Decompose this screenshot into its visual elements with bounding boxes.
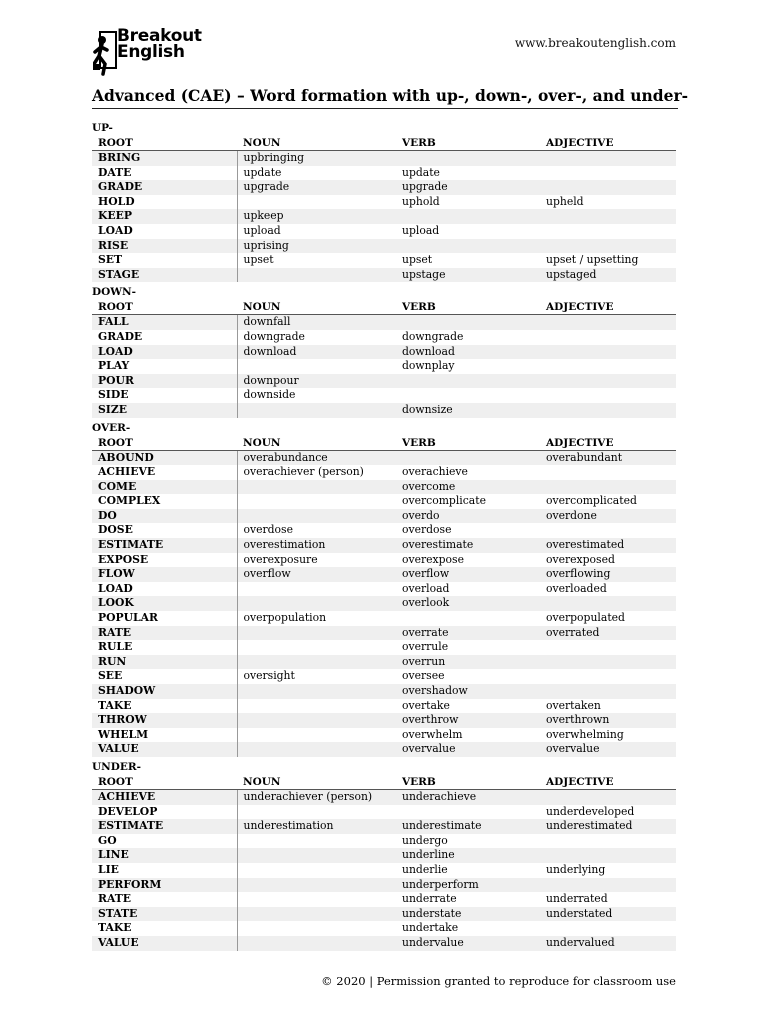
root-cell: DATE	[98, 165, 132, 179]
root-cell: STATE	[92, 907, 237, 922]
root-cell: SHADOW	[92, 684, 237, 699]
verb-cell: overvalue	[396, 742, 540, 757]
adjective-cell: upstaged	[540, 268, 676, 283]
root-cell: RISE	[92, 239, 237, 254]
verb-cell: undertake	[402, 921, 459, 935]
table-row	[92, 611, 676, 626]
noun-cell: downfall	[237, 315, 396, 330]
column-header: ADJECTIVE	[540, 436, 676, 451]
verb-cell: overflow	[396, 567, 540, 582]
adjective-cell	[540, 465, 676, 480]
table-row	[92, 699, 676, 714]
verb-cell: overrun	[396, 655, 540, 670]
adjective-cell	[540, 388, 676, 403]
column-header: VERB	[396, 300, 540, 315]
section-label: DOWN-	[92, 286, 136, 299]
table-row	[92, 253, 676, 268]
column-header: ADJECTIVE	[540, 300, 676, 315]
verb-cell: oversee	[402, 669, 445, 683]
noun-cell	[237, 907, 396, 922]
verb-cell: downsize	[396, 403, 540, 418]
adjective-cell: overdone	[540, 509, 676, 524]
verb-cell: overachieve	[402, 465, 468, 479]
table-row	[92, 805, 676, 820]
table-row	[92, 863, 676, 878]
logo-text-line1: Breakout	[117, 26, 202, 46]
verb-cell	[396, 805, 540, 820]
root-cell: GRADE	[98, 329, 143, 343]
table-row	[92, 878, 676, 893]
table-row	[92, 640, 676, 655]
table-row	[92, 582, 676, 597]
table-row	[92, 151, 676, 166]
section-label: UP-	[92, 122, 113, 134]
adjective-cell	[540, 655, 676, 670]
verb-cell: upset	[402, 253, 433, 267]
root-cell: DO	[92, 509, 237, 524]
adjective-cell	[540, 789, 676, 804]
noun-cell: upkeep	[237, 209, 396, 224]
table-row	[92, 359, 676, 374]
verb-cell	[396, 374, 540, 389]
verb-cell: overload	[402, 581, 450, 595]
table-row	[92, 403, 676, 418]
table-row	[92, 669, 676, 684]
verb-cell	[396, 151, 540, 166]
table-row	[92, 789, 676, 804]
root-cell: LOAD	[92, 345, 237, 360]
root-cell: DOSE	[98, 523, 133, 537]
noun-cell	[237, 805, 396, 820]
root-cell: ACHIEVE	[98, 465, 156, 479]
verb-cell	[396, 611, 540, 626]
root-cell: TAKE	[98, 698, 132, 712]
root-cell: PERFORM	[92, 878, 237, 893]
adjective-cell: underlying	[546, 862, 606, 876]
root-cell: FALL	[92, 315, 237, 330]
verb-cell: overwhelm	[402, 727, 463, 741]
table-row	[92, 239, 676, 254]
adjective-cell	[540, 480, 676, 495]
verb-cell: downgrade	[402, 329, 464, 343]
table-row	[92, 166, 676, 181]
root-cell: RATE	[92, 626, 237, 641]
noun-cell	[237, 626, 396, 641]
column-header: ROOT	[92, 436, 237, 451]
root-cell: PLAY	[98, 359, 130, 373]
column-header: ROOT	[92, 300, 237, 315]
noun-cell: overachiever (person)	[237, 465, 396, 480]
adjective-cell	[540, 315, 676, 330]
table-row	[92, 494, 676, 509]
root-cell: LINE	[92, 848, 237, 863]
root-cell: WHELM	[98, 727, 149, 741]
adjective-cell	[540, 921, 676, 936]
adjective-cell: overflowing	[540, 567, 676, 582]
noun-cell	[237, 480, 396, 495]
table-row	[92, 684, 676, 699]
verb-cell: overdose	[402, 523, 452, 537]
table-row	[92, 268, 676, 283]
noun-cell	[237, 195, 396, 210]
column-header: VERB	[396, 775, 540, 790]
word-table	[92, 436, 676, 757]
table-header-row	[92, 775, 676, 790]
verb-cell	[396, 450, 540, 465]
table-row	[92, 819, 676, 834]
adjective-cell	[540, 239, 676, 254]
noun-cell	[237, 596, 396, 611]
adjective-cell	[540, 330, 676, 345]
table-row	[92, 374, 676, 389]
verb-cell: overlook	[396, 596, 540, 611]
word-table	[92, 775, 676, 951]
verb-cell: undergo	[402, 833, 448, 847]
table-row	[92, 567, 676, 582]
root-cell: TAKE	[98, 921, 132, 935]
verb-cell	[396, 315, 540, 330]
noun-cell	[237, 359, 396, 374]
word-formation-tables	[92, 121, 676, 951]
root-cell: LOAD	[98, 223, 133, 237]
table-row	[92, 936, 676, 951]
adjective-cell: overpopulated	[546, 611, 625, 625]
adjective-cell	[540, 848, 676, 863]
website-url[interactable]: www.breakoutenglish.com	[514, 36, 676, 50]
verb-cell: overrate	[396, 626, 540, 641]
noun-cell	[237, 640, 396, 655]
adjective-cell	[540, 359, 676, 374]
verb-cell: uphold	[402, 194, 440, 208]
column-header: ROOT	[92, 775, 237, 790]
adjective-cell	[540, 151, 676, 166]
noun-cell	[237, 742, 396, 757]
adjective-cell: overthrown	[540, 713, 676, 728]
noun-cell: downgrade	[237, 330, 396, 345]
verb-cell	[396, 239, 540, 254]
root-cell: EXPOSE	[98, 552, 149, 566]
adjective-cell	[540, 596, 676, 611]
adjective-cell: overvalue	[540, 742, 676, 757]
noun-cell	[237, 892, 396, 907]
noun-cell	[237, 834, 396, 849]
adjective-cell	[540, 345, 676, 360]
noun-cell	[237, 713, 396, 728]
noun-cell	[237, 936, 396, 951]
noun-cell: overexposure	[237, 553, 396, 568]
table-row	[92, 907, 676, 922]
section-label: UNDER-	[92, 760, 141, 773]
table-row	[92, 713, 676, 728]
noun-cell: upset	[237, 253, 396, 268]
root-cell: ESTIMATE	[92, 538, 237, 553]
breakout-english-logo	[93, 26, 208, 78]
root-cell: LIE	[98, 862, 119, 876]
table-row	[92, 553, 676, 568]
table-row	[92, 728, 676, 743]
verb-cell: upgrade	[396, 180, 540, 195]
verb-cell: undervalue	[396, 936, 540, 951]
verb-cell: overdo	[396, 509, 540, 524]
column-header: NOUN	[237, 775, 396, 790]
column-header: NOUN	[237, 436, 396, 451]
adjective-cell	[540, 523, 676, 538]
verb-cell: overshadow	[396, 684, 540, 699]
adjective-cell: overestimated	[540, 538, 676, 553]
page-title: Advanced (CAE) – Word formation with up-, down-, over-, and under-	[92, 86, 678, 109]
noun-cell	[237, 848, 396, 863]
column-header: NOUN	[237, 136, 396, 151]
verb-cell	[396, 388, 540, 403]
noun-cell: overestimation	[237, 538, 396, 553]
noun-cell: upload	[237, 224, 396, 239]
root-cell: SEE	[98, 669, 123, 683]
verb-cell: underrate	[402, 892, 457, 906]
table-row	[92, 921, 676, 936]
table-row	[92, 655, 676, 670]
adjective-cell	[540, 374, 676, 389]
adjective-cell	[540, 180, 676, 195]
column-header: ADJECTIVE	[540, 775, 676, 790]
noun-cell	[237, 921, 396, 936]
verb-cell: underestimate	[396, 819, 540, 834]
table-row	[92, 523, 676, 538]
table-row	[92, 509, 676, 524]
adjective-cell: overcomplicated	[546, 494, 637, 508]
verb-cell: upstage	[396, 268, 540, 283]
root-cell: KEEP	[92, 209, 237, 224]
verb-cell: update	[402, 165, 440, 179]
verb-cell: overcomplicate	[402, 494, 486, 508]
noun-cell	[237, 494, 396, 509]
root-cell: VALUE	[92, 742, 237, 757]
adjective-cell	[540, 640, 676, 655]
noun-cell: overdose	[237, 523, 396, 538]
table-row	[92, 742, 676, 757]
adjective-cell	[540, 878, 676, 893]
adjective-cell: overtaken	[546, 698, 601, 712]
root-cell: SIZE	[92, 403, 237, 418]
root-cell: ESTIMATE	[92, 819, 237, 834]
verb-cell	[396, 209, 540, 224]
root-cell: STAGE	[92, 268, 237, 283]
adjective-cell: upset / upsetting	[546, 253, 639, 267]
verb-cell: download	[396, 345, 540, 360]
table-row	[92, 848, 676, 863]
root-cell: LOAD	[98, 581, 133, 595]
table-row	[92, 388, 676, 403]
noun-cell: download	[237, 345, 396, 360]
adjective-cell	[540, 209, 676, 224]
column-header: ROOT	[92, 136, 237, 151]
adjective-cell	[540, 684, 676, 699]
verb-cell: upload	[402, 223, 440, 237]
noun-cell	[237, 878, 396, 893]
root-cell: COME	[92, 480, 237, 495]
noun-cell: upgrade	[237, 180, 396, 195]
table-row	[92, 834, 676, 849]
word-table	[92, 300, 676, 417]
noun-cell: underachiever (person)	[237, 789, 396, 804]
noun-cell	[237, 863, 396, 878]
noun-cell: oversight	[237, 669, 396, 684]
root-cell: RULE	[98, 640, 133, 654]
table-header-row	[92, 300, 676, 315]
column-header: ADJECTIVE	[540, 136, 676, 151]
noun-cell: overabundance	[237, 450, 396, 465]
table-row	[92, 315, 676, 330]
table-header-row	[92, 136, 676, 151]
noun-cell	[237, 403, 396, 418]
section-label: OVER-	[92, 421, 131, 434]
adjective-cell	[540, 403, 676, 418]
adjective-cell: upheld	[546, 194, 584, 208]
verb-cell: overcome	[396, 480, 540, 495]
logo-text-line2: English	[117, 42, 185, 62]
noun-cell: upbringing	[237, 151, 396, 166]
root-cell: THROW	[92, 713, 237, 728]
verb-cell: overestimate	[396, 538, 540, 553]
table-row	[92, 465, 676, 480]
verb-cell: underline	[396, 848, 540, 863]
verb-cell: underperform	[396, 878, 540, 893]
root-cell: LOOK	[92, 596, 237, 611]
root-cell: SIDE	[98, 388, 129, 402]
copyright-footer: © 2020 | Permission granted to reproduce for classroom use	[321, 974, 676, 988]
root-cell: COMPLEX	[98, 494, 161, 508]
adjective-cell: underrated	[546, 892, 608, 906]
table-header-row	[92, 436, 676, 451]
adjective-cell	[540, 669, 676, 684]
table-row	[92, 209, 676, 224]
adjective-cell: understated	[540, 907, 676, 922]
table-row	[92, 626, 676, 641]
verb-cell: overthrow	[396, 713, 540, 728]
table-row	[92, 195, 676, 210]
adjective-cell: overexposed	[546, 552, 615, 566]
table-row	[92, 538, 676, 553]
root-cell: POPULAR	[98, 611, 158, 625]
noun-cell: downside	[237, 388, 396, 403]
adjective-cell	[540, 166, 676, 181]
table-row	[92, 224, 676, 239]
root-cell: POUR	[92, 374, 237, 389]
noun-cell	[237, 509, 396, 524]
adjective-cell: overloaded	[546, 581, 607, 595]
adjective-cell: underdeveloped	[546, 804, 635, 818]
adjective-cell: overrated	[540, 626, 676, 641]
verb-cell: underachieve	[396, 789, 540, 804]
adjective-cell: overwhelming	[546, 727, 624, 741]
verb-cell: overtake	[402, 698, 450, 712]
adjective-cell	[540, 834, 676, 849]
adjective-cell: undervalued	[540, 936, 676, 951]
column-header: NOUN	[237, 300, 396, 315]
noun-cell: update	[237, 166, 396, 181]
verb-cell: overexpose	[402, 552, 464, 566]
noun-cell	[237, 728, 396, 743]
adjective-cell	[540, 224, 676, 239]
root-cell: HOLD	[98, 194, 135, 208]
noun-cell: overpopulation	[237, 611, 396, 626]
adjective-cell: overabundant	[540, 450, 676, 465]
table-row	[92, 345, 676, 360]
noun-cell	[237, 582, 396, 597]
root-cell: VALUE	[92, 936, 237, 951]
noun-cell	[237, 699, 396, 714]
root-cell: GO	[98, 833, 117, 847]
table-row	[92, 180, 676, 195]
noun-cell: underestimation	[237, 819, 396, 834]
root-cell: BRING	[92, 151, 237, 166]
table-row	[92, 480, 676, 495]
column-header: VERB	[396, 436, 540, 451]
noun-cell	[237, 655, 396, 670]
verb-cell: understate	[396, 907, 540, 922]
table-row	[92, 892, 676, 907]
table-row	[92, 330, 676, 345]
adjective-cell: underestimated	[540, 819, 676, 834]
root-cell: ACHIEVE	[92, 789, 237, 804]
table-row	[92, 596, 676, 611]
noun-cell: overflow	[237, 567, 396, 582]
root-cell: RUN	[92, 655, 237, 670]
noun-cell: downpour	[237, 374, 396, 389]
noun-cell: uprising	[237, 239, 396, 254]
root-cell: FLOW	[92, 567, 237, 582]
root-cell: GRADE	[92, 180, 237, 195]
root-cell: SET	[98, 253, 123, 267]
word-table	[92, 136, 676, 282]
table-row	[92, 450, 676, 465]
verb-cell: downplay	[402, 359, 455, 373]
verb-cell: overrule	[402, 640, 449, 654]
noun-cell	[237, 268, 396, 283]
noun-cell	[237, 684, 396, 699]
root-cell: ABOUND	[92, 450, 237, 465]
root-cell: DEVELOP	[98, 804, 158, 818]
column-header: VERB	[396, 136, 540, 151]
verb-cell: underlie	[402, 862, 448, 876]
root-cell: RATE	[98, 892, 132, 906]
